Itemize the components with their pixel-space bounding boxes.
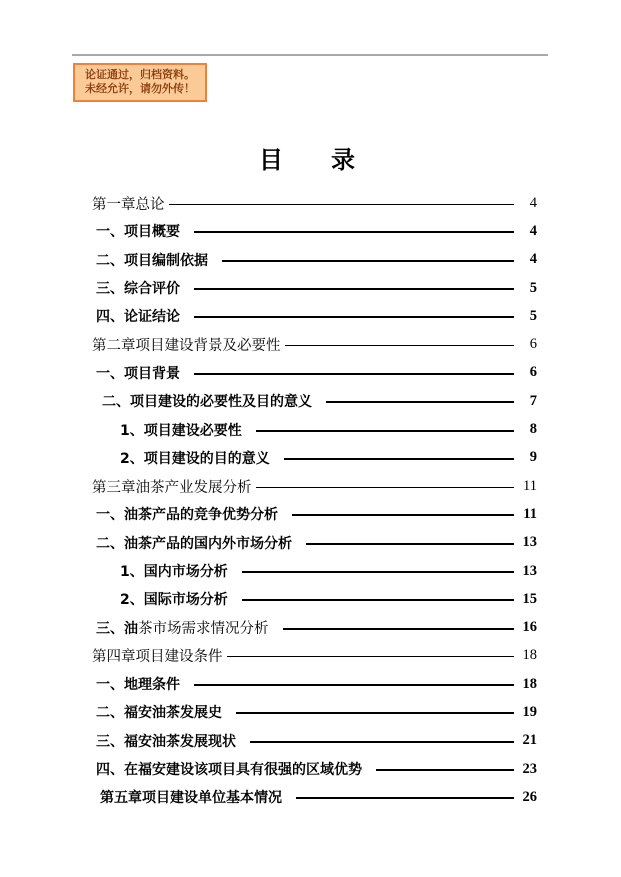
toc-entry[interactable] bbox=[92, 500, 537, 528]
toc-entry[interactable] bbox=[92, 557, 537, 585]
toc-entry[interactable] bbox=[92, 444, 537, 472]
toc-leader-line bbox=[242, 571, 514, 573]
toc-leader-line bbox=[256, 487, 515, 488]
toc-leader-line bbox=[292, 514, 514, 516]
toc-leader-line bbox=[222, 260, 514, 262]
toc-entry-text: 第四章项目建设条件 bbox=[92, 649, 223, 666]
toc-entry[interactable] bbox=[92, 783, 537, 811]
toc-leader-line bbox=[169, 204, 515, 205]
toc-page-number: 11 bbox=[523, 477, 537, 494]
toc-page-number: 5 bbox=[529, 307, 537, 324]
toc-entry-text: 1、国内市场分析 bbox=[120, 564, 228, 580]
toc-entry-text: 三、综合评价 bbox=[96, 281, 180, 298]
toc-page-number: 21 bbox=[522, 732, 537, 749]
toc-entry[interactable] bbox=[92, 529, 537, 557]
toc-entry[interactable] bbox=[92, 727, 537, 755]
toc-leader-line bbox=[194, 231, 514, 233]
toc-page-number: 13 bbox=[522, 534, 537, 551]
toc-page-number: 9 bbox=[529, 449, 537, 466]
toc-entry[interactable] bbox=[92, 642, 537, 670]
toc-page-number: 16 bbox=[522, 619, 537, 636]
toc-entry-text: 二、项目编制依据 bbox=[96, 252, 208, 269]
toc-leader-line bbox=[194, 684, 514, 686]
toc-leader-line bbox=[285, 345, 515, 346]
toc-entry-text: 二、福安油茶发展史 bbox=[96, 705, 222, 722]
toc-entry-text: 第五章项目建设单位基本情况 bbox=[100, 790, 282, 807]
toc-leader-line bbox=[194, 316, 514, 318]
toc-entry-text: 一、项目概要 bbox=[96, 224, 180, 241]
toc-title: 目 录 bbox=[259, 148, 355, 174]
toc-leader-line bbox=[227, 656, 515, 657]
toc-entry-text: 一、地理条件 bbox=[96, 677, 180, 694]
toc-entry[interactable] bbox=[92, 189, 537, 217]
toc-page-number: 19 bbox=[522, 703, 537, 720]
toc-entry[interactable] bbox=[92, 330, 537, 358]
toc-entry[interactable] bbox=[92, 246, 537, 274]
toc-leader-line bbox=[194, 288, 514, 290]
toc-entry-text: 第二章项目建设背景及必要性 bbox=[92, 338, 281, 355]
toc-page-number: 4 bbox=[529, 222, 537, 239]
toc-entry-text: 二、油茶产品的国内外市场分析 bbox=[96, 535, 292, 552]
toc-entry[interactable] bbox=[92, 415, 537, 443]
toc-page-number: 7 bbox=[529, 392, 537, 409]
toc-entry[interactable] bbox=[92, 613, 537, 641]
toc-list bbox=[92, 189, 537, 812]
toc-page-number: 5 bbox=[529, 279, 537, 296]
toc-leader-line bbox=[284, 458, 514, 460]
toc-leader-line bbox=[376, 769, 514, 771]
toc-page-number: 18 bbox=[522, 675, 537, 692]
toc-entry[interactable] bbox=[92, 698, 537, 726]
toc-entry[interactable] bbox=[92, 217, 537, 245]
toc-leader-line bbox=[236, 712, 514, 714]
toc-entry[interactable] bbox=[92, 302, 537, 330]
header-rule bbox=[72, 54, 548, 56]
toc-entry-text: 第一章总论 bbox=[92, 196, 165, 213]
toc-entry[interactable] bbox=[92, 670, 537, 698]
toc-entry[interactable] bbox=[92, 585, 537, 613]
toc-entry-text: 四、论证结论 bbox=[96, 309, 180, 326]
toc-leader-line bbox=[242, 599, 514, 601]
toc-entry[interactable] bbox=[92, 359, 537, 387]
toc-page-number: 26 bbox=[522, 788, 537, 805]
toc-page-number: 23 bbox=[522, 760, 537, 777]
stamp-line1: 论证通过，归档资料。 bbox=[85, 69, 195, 81]
toc-entry[interactable] bbox=[92, 387, 537, 415]
toc-entry-text: 茶市场需求情况分析 bbox=[138, 621, 269, 638]
toc-leader-line bbox=[326, 401, 514, 403]
toc-page-number: 18 bbox=[522, 647, 537, 664]
toc-page-number: 6 bbox=[529, 364, 537, 381]
toc-page-number: 13 bbox=[522, 562, 537, 579]
toc-leader-line bbox=[256, 430, 514, 432]
toc-page-number: 8 bbox=[529, 421, 537, 438]
approval-stamp bbox=[73, 63, 207, 102]
toc-entry-text: 1、项目建设必要性 bbox=[120, 422, 242, 439]
toc-entry-text: 一、油茶产品的竞争优势分析 bbox=[96, 507, 278, 524]
toc-entry-text: 四、在福安建设该项目具有很强的区域优势 bbox=[96, 762, 362, 779]
toc-leader-line bbox=[250, 741, 514, 743]
toc-leader-line bbox=[306, 543, 514, 545]
toc-leader-line bbox=[283, 628, 515, 630]
toc-entry-text: 三、福安油茶发展现状 bbox=[96, 733, 236, 750]
toc-entry[interactable] bbox=[92, 472, 537, 500]
toc-entry-text: 一、项目背景 bbox=[96, 365, 180, 382]
toc-page-number: 4 bbox=[529, 251, 537, 268]
toc-page-number: 4 bbox=[529, 194, 537, 211]
toc-entry-text: 2、国际市场分析 bbox=[120, 592, 228, 609]
toc-page-number: 11 bbox=[523, 505, 537, 522]
toc-entry-text: 2、项目建设的目的意义 bbox=[120, 450, 270, 467]
toc-entry[interactable] bbox=[92, 755, 537, 783]
stamp-line2: 未经允许，请勿外传！ bbox=[85, 83, 195, 95]
toc-entry-text: 第三章油茶产业发展分析 bbox=[92, 479, 252, 496]
toc-page-number: 15 bbox=[522, 590, 537, 607]
toc-entry[interactable] bbox=[92, 274, 537, 302]
toc-leader-line bbox=[296, 797, 514, 799]
toc-leader-line bbox=[194, 373, 514, 375]
toc-page-number: 6 bbox=[529, 336, 537, 353]
toc-entry-text: 二、项目建设的必要性及目的意义 bbox=[102, 394, 312, 411]
toc-entry-text: 三、油 bbox=[96, 620, 138, 637]
